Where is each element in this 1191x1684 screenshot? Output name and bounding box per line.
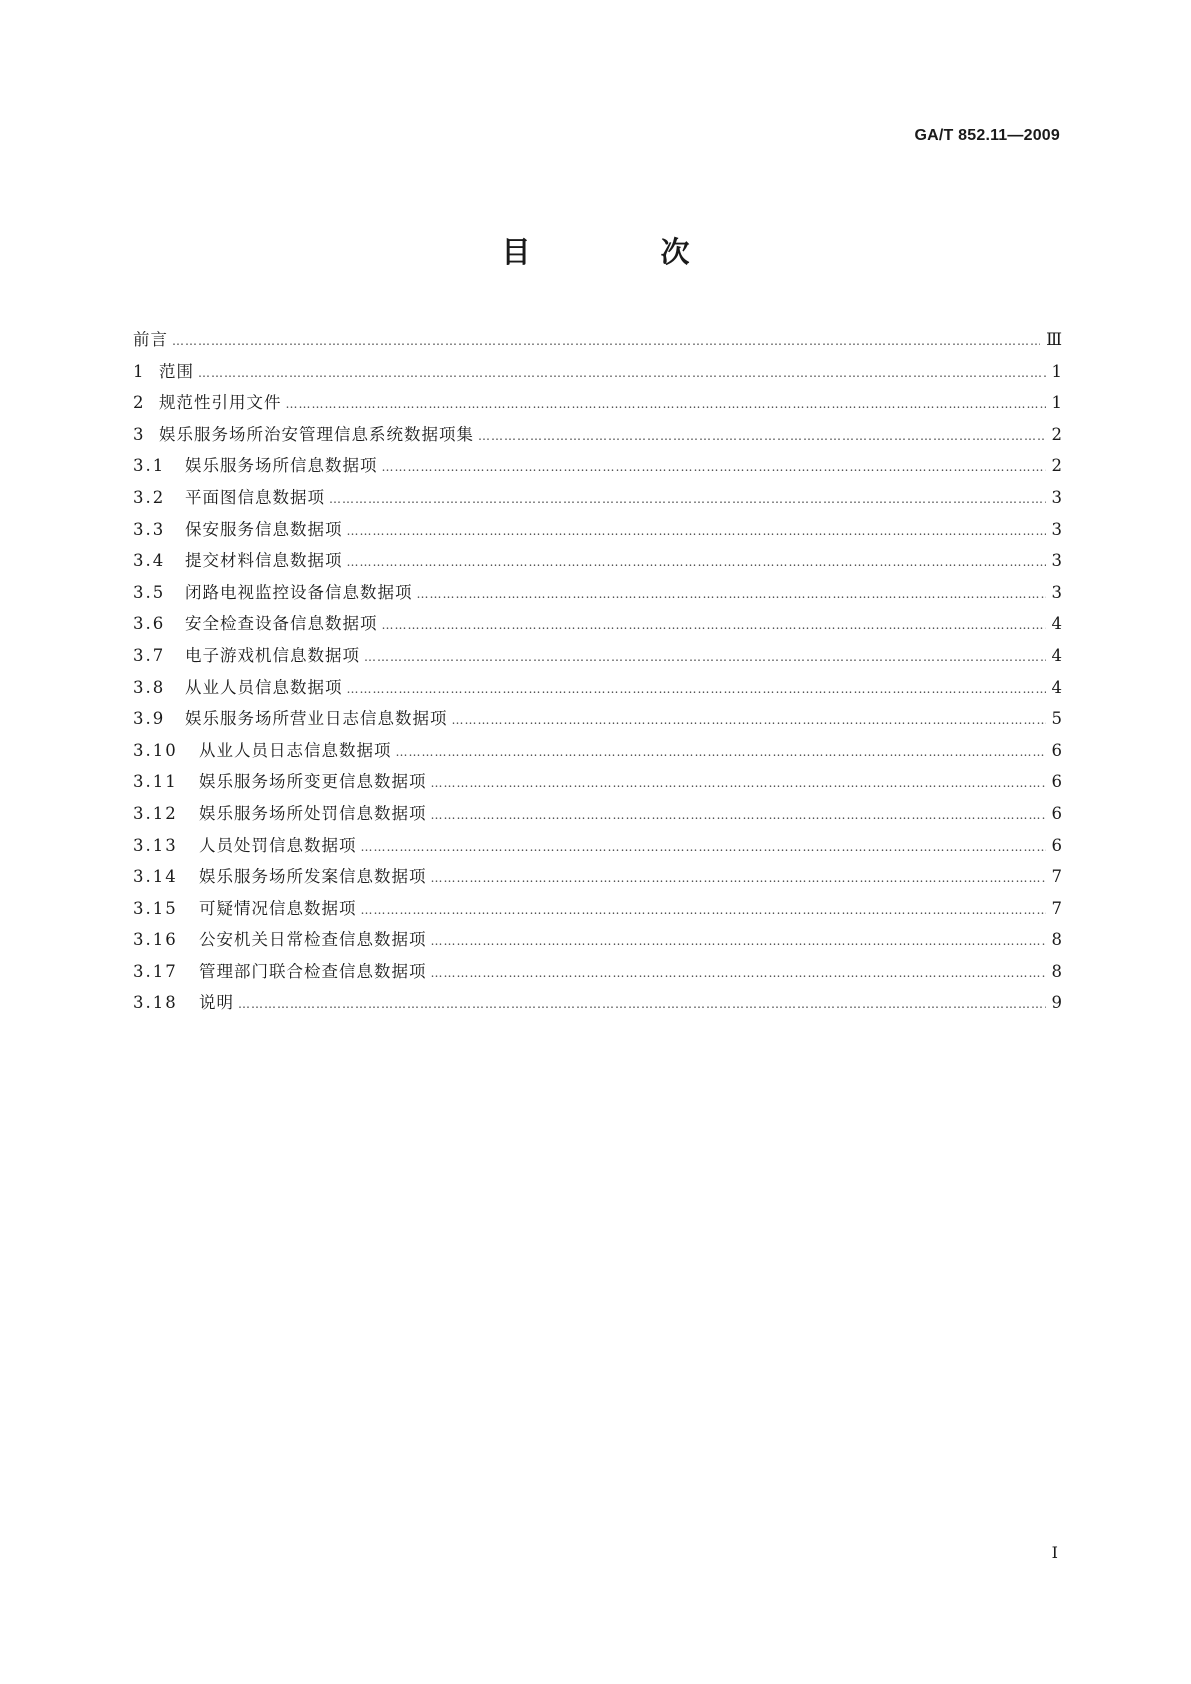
- toc-leader: [286, 397, 1046, 411]
- toc-label: 范围: [159, 361, 194, 381]
- toc-page: 4: [1051, 614, 1062, 634]
- toc-entry-3-11[interactable]: [133, 768, 1062, 800]
- toc-page: 6: [1051, 835, 1062, 855]
- toc-number: 3.15: [133, 898, 178, 918]
- toc-leader: [431, 776, 1046, 790]
- toc-entry-3-6[interactable]: [133, 610, 1062, 642]
- toc-entry-3-12[interactable]: [133, 800, 1062, 832]
- toc-page: 3: [1051, 519, 1062, 539]
- toc-entry-3-7[interactable]: [133, 642, 1062, 674]
- toc-number: 2: [133, 393, 146, 413]
- toc-leader: [364, 650, 1046, 664]
- toc-leader: [431, 808, 1046, 822]
- toc-entry-3-14[interactable]: [133, 863, 1062, 895]
- toc-page: 2: [1051, 456, 1062, 476]
- toc-number: 3.2: [133, 487, 166, 507]
- toc-label: 说明: [199, 993, 234, 1013]
- toc-leader: [452, 713, 1046, 727]
- toc-label: 娱乐服务场所发案信息数据项: [199, 867, 427, 887]
- toc-label: 从业人员日志信息数据项: [199, 740, 392, 760]
- toc-entry-3-16[interactable]: [133, 926, 1062, 958]
- toc-label: 平面图信息数据项: [185, 487, 325, 507]
- toc-number: 3.9: [133, 709, 166, 729]
- toc-number: 1: [133, 361, 146, 381]
- toc-leader: [478, 429, 1046, 443]
- toc-number: 3.6: [133, 614, 166, 634]
- toc-number: 3.16: [133, 930, 178, 950]
- toc-page: 9: [1051, 993, 1062, 1013]
- toc-label: 电子游戏机信息数据项: [185, 645, 360, 665]
- toc-entry-3-3[interactable]: [133, 516, 1062, 548]
- toc-page: 3: [1051, 551, 1062, 571]
- toc-label: 管理部门联合检查信息数据项: [199, 961, 427, 981]
- toc-page: 1: [1051, 361, 1062, 381]
- toc-label: 提交材料信息数据项: [185, 551, 343, 571]
- table-of-contents: [133, 326, 1062, 1021]
- toc-label: 可疑情况信息数据项: [199, 898, 357, 918]
- toc-entry-3-5[interactable]: [133, 579, 1062, 611]
- toc-page: 7: [1051, 898, 1062, 918]
- toc-number: 3.1: [133, 456, 166, 476]
- toc-entry-foreword[interactable]: [133, 326, 1062, 358]
- toc-entry-3-17[interactable]: [133, 958, 1062, 990]
- toc-label: 公安机关日常检查信息数据项: [199, 930, 427, 950]
- toc-leader: [382, 618, 1046, 632]
- toc-entry-1[interactable]: [133, 358, 1062, 390]
- toc-number: 3.12: [133, 803, 178, 823]
- toc-page: 5: [1051, 709, 1062, 729]
- toc-number: 3.5: [133, 582, 166, 602]
- toc-leader: [431, 966, 1046, 980]
- toc-label: 人员处罚信息数据项: [199, 835, 357, 855]
- toc-label: 娱乐服务场所处罚信息数据项: [199, 803, 427, 823]
- toc-label: 前言: [133, 330, 168, 349]
- toc-number: 3.14: [133, 867, 178, 887]
- toc-number: 3.7: [133, 645, 166, 665]
- toc-label: 规范性引用文件: [159, 393, 282, 413]
- toc-entry-3-8[interactable]: [133, 674, 1062, 706]
- toc-leader: [361, 840, 1046, 854]
- toc-entry-3-2[interactable]: [133, 484, 1062, 516]
- toc-page: 6: [1051, 740, 1062, 760]
- toc-label: 闭路电视监控设备信息数据项: [185, 582, 413, 602]
- toc-leader: [238, 997, 1046, 1011]
- toc-label: 娱乐服务场所信息数据项: [185, 456, 378, 476]
- standard-code: GA/T 852.11—2009: [914, 127, 1060, 144]
- toc-label: 娱乐服务场所营业日志信息数据项: [185, 709, 448, 729]
- toc-page: 3: [1051, 487, 1062, 507]
- toc-entry-3-13[interactable]: [133, 832, 1062, 864]
- toc-page: 8: [1051, 930, 1062, 950]
- toc-leader: [347, 524, 1046, 538]
- toc-number: 3.11: [133, 772, 178, 792]
- toc-number: 3: [133, 424, 146, 444]
- toc-page: 7: [1051, 867, 1062, 887]
- toc-page: 1: [1051, 393, 1062, 413]
- toc-page: Ⅲ: [1046, 330, 1062, 349]
- toc-entry-3-10[interactable]: [133, 737, 1062, 769]
- toc-leader: [172, 334, 1040, 348]
- toc-leader: [347, 555, 1046, 569]
- toc-number: 3.10: [133, 740, 178, 760]
- toc-leader: [417, 587, 1046, 601]
- toc-page: 3: [1051, 582, 1062, 602]
- toc-leader: [396, 745, 1046, 759]
- toc-page: 6: [1051, 772, 1062, 792]
- toc-entry-3-4[interactable]: [133, 547, 1062, 579]
- toc-leader: [329, 492, 1046, 506]
- toc-leader: [382, 460, 1046, 474]
- toc-number: 3.13: [133, 835, 178, 855]
- toc-entry-3-1[interactable]: [133, 452, 1062, 484]
- toc-leader: [361, 903, 1046, 917]
- toc-entry-3-15[interactable]: [133, 895, 1062, 927]
- toc-label: 安全检查设备信息数据项: [185, 614, 378, 634]
- toc-leader: [347, 682, 1046, 696]
- toc-number: 3.17: [133, 961, 178, 981]
- toc-label: 娱乐服务场所治安管理信息系统数据项集: [159, 424, 474, 444]
- page-number: Ⅰ: [1051, 1543, 1058, 1562]
- toc-leader: [431, 871, 1046, 885]
- toc-entry-3[interactable]: [133, 421, 1062, 453]
- toc-entry-3-9[interactable]: [133, 705, 1062, 737]
- toc-page: 4: [1051, 677, 1062, 697]
- toc-page: 4: [1051, 645, 1062, 665]
- toc-label: 保安服务信息数据项: [185, 519, 343, 539]
- toc-page: 8: [1051, 961, 1062, 981]
- toc-entry-2[interactable]: [133, 389, 1062, 421]
- toc-leader: [198, 366, 1046, 380]
- toc-page: 6: [1051, 803, 1062, 823]
- toc-page: 2: [1051, 424, 1062, 444]
- toc-number: 3.3: [133, 519, 166, 539]
- toc-title: 目 次: [501, 235, 750, 269]
- toc-number: 3.4: [133, 551, 166, 571]
- toc-leader: [431, 934, 1046, 948]
- toc-label: 娱乐服务场所变更信息数据项: [199, 772, 427, 792]
- toc-number: 3.18: [133, 993, 178, 1013]
- toc-entry-3-18[interactable]: [133, 989, 1062, 1021]
- toc-number: 3.8: [133, 677, 166, 697]
- toc-label: 从业人员信息数据项: [185, 677, 343, 697]
